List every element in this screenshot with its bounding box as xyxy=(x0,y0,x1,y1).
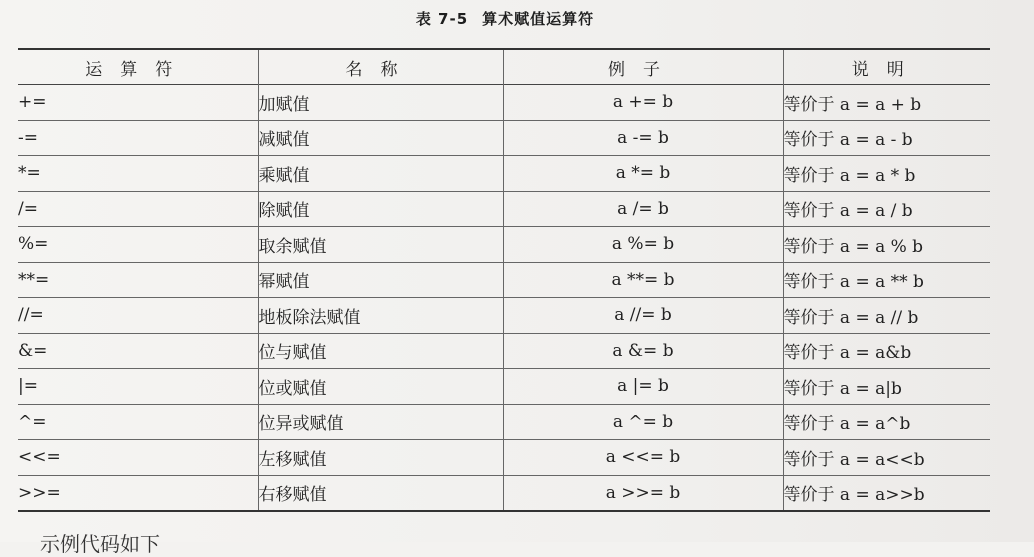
description-cell: 等价于 a = a - b xyxy=(783,120,990,156)
description-cell: 等价于 a = a^b xyxy=(783,404,990,440)
table-row xyxy=(18,333,990,369)
table-row xyxy=(18,227,990,263)
operator-cell: += xyxy=(18,92,47,113)
table-number: 表 7-5 xyxy=(415,10,469,28)
name-cell: 左移赋值 xyxy=(258,440,503,476)
operator-cell: >>= xyxy=(18,482,61,503)
description-cell: 等价于 a = a&b xyxy=(783,333,990,369)
operator-cell: **= xyxy=(18,269,50,290)
example-cell: a <<= b xyxy=(503,440,783,476)
example-cell: a |= b xyxy=(503,369,783,405)
description-cell: 等价于 a = a<<b xyxy=(783,440,990,476)
table-row xyxy=(18,440,990,476)
operator-cell: //= xyxy=(18,305,44,326)
name-cell: 取余赋值 xyxy=(258,227,503,263)
table-row xyxy=(18,156,990,192)
operator-cell: *= xyxy=(18,163,41,184)
table-caption xyxy=(0,8,1010,29)
operator-cell: &= xyxy=(18,340,48,361)
name-cell: 地板除法赋值 xyxy=(258,298,503,334)
example-cell: a ^= b xyxy=(503,404,783,440)
description-cell: 等价于 a = a|b xyxy=(783,369,990,405)
name-cell: 乘赋值 xyxy=(258,156,503,192)
description-cell: 等价于 a = a // b xyxy=(783,298,990,334)
operator-cell: ^= xyxy=(18,411,47,432)
description-cell: 等价于 a = a / b xyxy=(783,191,990,227)
table-row xyxy=(18,191,990,227)
example-cell: a -= b xyxy=(503,120,783,156)
table-title: 算术赋值运算符 xyxy=(482,10,595,28)
table-row xyxy=(18,475,990,511)
table-row xyxy=(18,85,990,121)
name-cell: 幂赋值 xyxy=(258,262,503,298)
table-row xyxy=(18,369,990,405)
table-row xyxy=(18,120,990,156)
description-cell: 等价于 a = a>>b xyxy=(783,475,990,511)
example-cell: a **= b xyxy=(503,262,783,298)
example-cell: a *= b xyxy=(503,156,783,192)
name-cell: 位或赋值 xyxy=(258,369,503,405)
table-row xyxy=(18,262,990,298)
example-cell: a &= b xyxy=(503,333,783,369)
operator-cell: /= xyxy=(18,198,38,219)
name-cell: 除赋值 xyxy=(258,191,503,227)
operator-cell: |= xyxy=(18,376,38,397)
header-operator: 运算符 xyxy=(85,59,191,80)
table-row xyxy=(18,404,990,440)
name-cell: 位与赋值 xyxy=(258,333,503,369)
name-cell: 减赋值 xyxy=(258,120,503,156)
header-name: 名称 xyxy=(258,49,503,85)
description-cell: 等价于 a = a * b xyxy=(783,156,990,192)
operator-cell: %= xyxy=(18,234,49,255)
operator-cell: -= xyxy=(18,127,38,148)
header-example: 例子 xyxy=(503,49,783,85)
description-cell: 等价于 a = a % b xyxy=(783,227,990,263)
example-cell: a %= b xyxy=(503,227,783,263)
table-row xyxy=(18,298,990,334)
description-cell: 等价于 a = a + b xyxy=(783,85,990,121)
assignment-operators-table xyxy=(18,48,990,512)
example-cell: a /= b xyxy=(503,191,783,227)
operator-cell: <<= xyxy=(18,447,61,468)
name-cell: 右移赋值 xyxy=(258,475,503,511)
example-cell: a += b xyxy=(503,85,783,121)
name-cell: 位异或赋值 xyxy=(258,404,503,440)
body-text: 示例代码如下 xyxy=(40,532,160,556)
name-cell: 加赋值 xyxy=(258,85,503,121)
header-description: 说明 xyxy=(783,49,990,85)
example-cell: a >>= b xyxy=(503,475,783,511)
example-cell: a //= b xyxy=(503,298,783,334)
table-header-row xyxy=(18,49,990,85)
description-cell: 等价于 a = a ** b xyxy=(783,262,990,298)
